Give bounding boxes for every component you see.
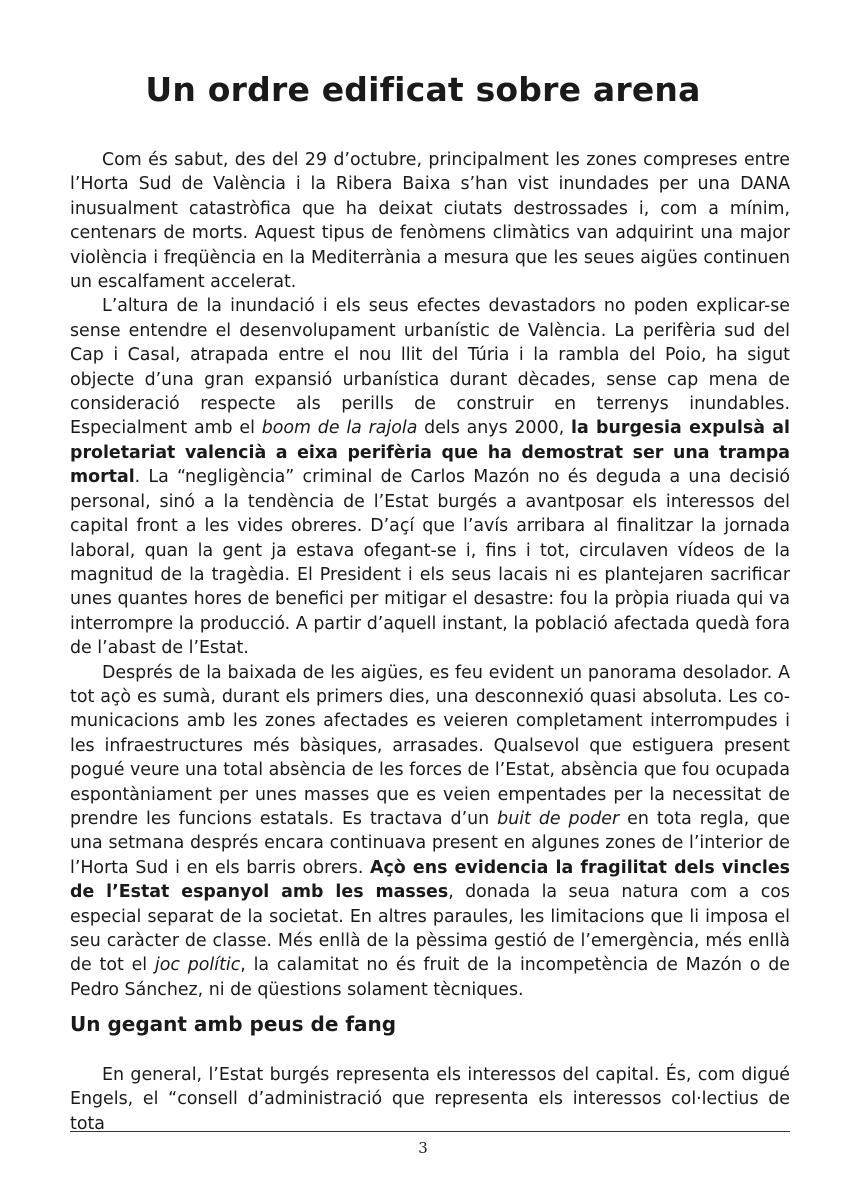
paragraph-3-italic-1: buit de poder	[497, 808, 620, 829]
paragraph-3-text-b: en tota regla, que una setmana després encara continuava present en algunes zones de l’interior de l’Horta Sud i en els barris obrers.	[70, 808, 790, 878]
article-body	[70, 148, 790, 1002]
section-subheading: Un gegant amb peus de fang	[70, 1012, 397, 1036]
paragraph-4: En general, l’Estat burgés representa els interessos del capital. És, com digué Engels, el “consell d’administració que representa els interessos col·lectius de tota	[70, 1065, 790, 1134]
paragraph-3-text-d: , la calamitat no és fruit de la incompetència de Mazón o de Pedro Sánchez, ni de qüestions solament tècniques.	[70, 955, 790, 1000]
paragraph-3-italic-2: joc polític	[154, 955, 241, 976]
paragraph-3-text-c: , donada la seua natura com a cos especial separat de la societat. En altres paraules, les limitacions que li imposa el seu caràcter de classe. Més enllà de la pèssima gestió de l’emergència, més enllà de tot el	[70, 882, 790, 976]
paragraph-2-bold: la burgesia expulsà al proletariat valencià a eixa perifèria que ha demostrat ser una trampa mortal	[70, 418, 790, 488]
paragraph-2	[70, 294, 790, 660]
paragraph-2-text-a: L’altura de la inundació i els seus efectes devastadors no poden explicar-se sense entendre el desenvolupament urbanístic de València. La perifèria sud del Cap i Casal, atrapada entre el nou llit del Túria i la rambla del Poio, ha sigut objecte d’una gran expansió urbanística durant dècades, sense cap mena de consideració respecte als perills de construir en terrenys inundables. Especialment amb el	[70, 296, 790, 439]
page-title: Un ordre edificat sobre arena	[145, 70, 701, 109]
paragraph-2-text-c: . La “negligència” criminal de Carlos Mazón no és deguda a una decisió personal, sinó a la tendència de l’Estat burgés a avantposar els interessos del capital front a les vides obreres. D’açí que l’avís arribara al finalitzar la jornada laboral, quan la gent ja estava ofegant-se i, fins i tot, circulaven vídeos de la magnitud de la tragèdia. El President i els seus lacais ni es plantejaren sacrificar unes quantes hores de benefici per mitigar el desastre: fou la pròpia riuada qui va interrompre la producció. A partir d’aquell instant, la població afectada quedà fora de l’abast de l’Estat.	[70, 467, 790, 659]
page-number: 3	[418, 1139, 428, 1157]
paragraph-3	[70, 661, 790, 1003]
paragraph-3-bold: Açò ens evidencia la fragilitat dels vincles de l’Estat espanyol amb les masses	[70, 857, 790, 903]
section-body	[70, 1063, 790, 1136]
paragraph-1: Com és sabut, des del 29 d’octubre, principalment les zones compreses entre l’Horta Sud de València i la Ribera Baixa s’han vist inundades per una DANA inusualment catastròfica que ha deixat ciutats destrossades i, com a mínim, centenars de morts. Aquest tipus de fenòmens climàtics van adquirint una major violència i freqüència en la Mediterrània a mesura que les seues aigües continuen un escalfament accelerat.	[70, 150, 790, 293]
paragraph-2-text-b: dels anys 2000,	[417, 418, 572, 439]
paragraph-2-italic: boom de la rajola	[261, 418, 418, 439]
footer-divider	[70, 1131, 790, 1132]
paragraph-3-text-a: Després de la baixada de les aigües, es feu evident un panorama desolador. A tot açò es sumà, durant els primers dies, una desconnexió quasi absoluta. Les comunicacions amb les zones afectades es veieren completament interrompudes i les infraestructures més bàsiques, arrasades. Qualsevol que estiguera present pogué veure una total absència de les forces de l’Estat, absència que fou ocupada espontàniament per unes masses que es veien empentades per la necessitat de prendre les funcions estatals. Es tractava d’un	[70, 662, 790, 829]
